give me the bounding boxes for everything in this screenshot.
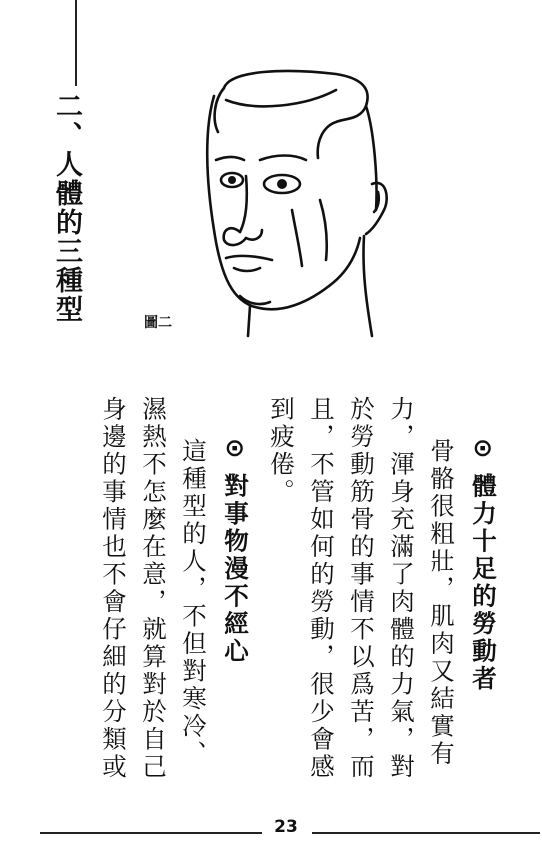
chapter-side-rule: [75, 0, 77, 86]
section1-heading: [466, 438, 500, 693]
page-number: 23: [274, 817, 298, 837]
section1-heading-text: 體力十足的勞動者: [469, 473, 498, 694]
bullet-icon: ⊙: [221, 438, 250, 462]
bullet-icon: ⊙: [469, 438, 498, 462]
footer-rule-right: [312, 832, 540, 834]
section2-heading: [218, 438, 252, 666]
section1-line-5: 到疲倦。: [267, 396, 296, 506]
section1-line-4: 且，不管如何的勞動，很少會感: [307, 396, 336, 781]
figure-label: 圖二: [144, 315, 172, 331]
section2-heading-text: 對事物漫不經心: [221, 473, 250, 666]
section1-line-2: 力，渾身充滿了肉體的力氣，對: [387, 396, 416, 781]
section2-line-3: 身邊的事情也不會仔細的分類或: [99, 396, 128, 781]
footer-rule-left: [40, 832, 262, 834]
section2-line-2: 濕熱不怎麼在意，就算對於自己: [139, 396, 168, 781]
section1-line-3: 於勞動筋骨的事情不以爲苦，而: [347, 396, 376, 781]
chapter-title: 二、人體的三種型: [51, 92, 82, 324]
section2-line-1: 這種型的人，不但對寒冷、: [179, 438, 208, 768]
section1-line-1: 骨骼很粗壯，肌肉又結實有: [427, 438, 456, 768]
face-illustration: [196, 60, 416, 340]
